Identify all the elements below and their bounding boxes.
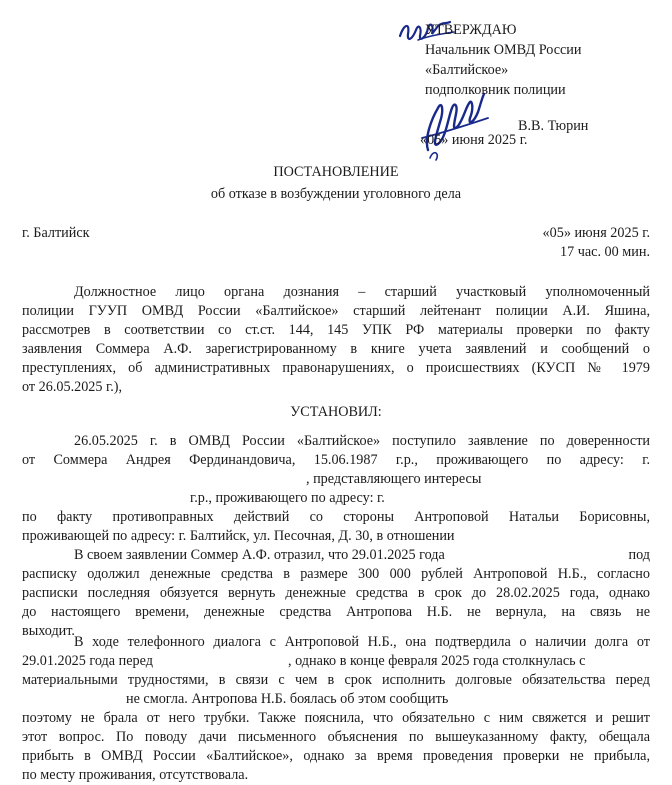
text-line: от Соммера Андрея Фердинандовича, 15.06.1987 г.р., проживающего по адресу: г.	[22, 452, 650, 468]
text-line: расписку одолжил денежные средства в размере 300 000 рублей Антроповой Н.Б., согласно	[22, 566, 650, 582]
approval-heading: УТВЕРЖДАЮ	[425, 22, 517, 38]
text-line: до настоящего времени, денежные средства Антропова Н.Б. не вернула, на связь не	[22, 604, 650, 620]
text-line: материальными трудностями, в связи с чем в срок исполнить долговые обязательства перед	[22, 672, 650, 688]
body-paragraph-3-end	[22, 709, 650, 785]
place-city: г. Балтийск	[22, 225, 90, 241]
text-line: от 26.05.2025 г.),	[22, 379, 123, 395]
text-line: г.р., проживающего по адресу: г.	[190, 490, 385, 506]
text-line: 29.01.2025 года перед	[22, 653, 153, 669]
text-line: заявления Соммера А.Ф. зарегистрированному в книге учета заявлений и сообщений о	[22, 341, 650, 357]
body-paragraph-3	[22, 633, 650, 652]
text-line: , представляющего интересы	[306, 471, 482, 487]
text-line: расписки последняя обязуется вернуть денежные средства в срок до 28.02.2025 года, однако	[22, 585, 650, 601]
text-line: выходит.	[22, 623, 75, 639]
text-line: не смогла. Антропова Н.Б. боялась об этом сообщить	[126, 691, 449, 707]
body-paragraph-1-cont	[22, 508, 650, 546]
text-line: прибыть в ОМВД России «Балтийское», однако за время проведения проверки не прибыла,	[22, 748, 650, 764]
approval-signer-name: В.В. Тюрин	[518, 118, 589, 134]
document-date: «05» июня 2025 г.	[542, 225, 650, 241]
text-line: по месту проживания, отсутствовала.	[22, 767, 249, 783]
text-line: Должностное лицо органа дознания – старший участковый уполномоченный	[74, 284, 650, 300]
text-line: , однако в конце февраля 2025 года столкнулась с	[288, 653, 586, 669]
text-line: полиции ГУУП ОМВД России «Балтийское» старший лейтенант полиции А.И. Яшина,	[22, 303, 650, 319]
body-paragraph-1	[22, 432, 650, 470]
approval-block	[425, 20, 581, 100]
document-title: ПОСТАНОВЛЕНИЕ	[273, 164, 399, 180]
text-line: этот вопрос. По поводу дачи письменного объяснения по вышеуказанному факту, обещала	[22, 729, 650, 745]
text-line: рассмотрев в соответствии со ст.ст. 144, 145 УПК РФ материалы проверки по факту	[22, 322, 650, 338]
text-line: поэтому не брала от него трубки. Также пояснила, что обязательно с ним свяжется и решит	[22, 710, 650, 726]
established-heading: УСТАНОВИЛ:	[290, 404, 382, 420]
approval-rank: подполковник полиции	[425, 82, 566, 98]
text-line: по факту противоправных действий со стороны Антроповой Натальи Борисовны,	[22, 509, 650, 525]
body-paragraph-3-cont	[22, 671, 650, 690]
intro-paragraph	[22, 283, 650, 397]
approval-date: «05» июня 2025 г.	[420, 132, 528, 148]
approval-position: Начальник ОМВД России	[425, 42, 582, 58]
text-line: 26.05.2025 г. в ОМВД России «Балтийское» поступило заявление по доверенности	[74, 433, 650, 449]
approval-department: «Балтийское»	[425, 62, 509, 78]
text-line: В ходе телефонного диалога с Антроповой Н.Б., она подтвердила о наличии долга от	[74, 634, 650, 650]
text-line: В своем заявлении Соммер А.Ф. отразил, что 29.01.2025 года	[74, 547, 445, 563]
text-line: проживающей по адресу: г. Балтийск, ул. Песочная, Д. 30, в отношении	[22, 528, 455, 544]
document-subtitle: об отказе в возбуждении уголовного дела	[210, 186, 462, 202]
body-paragraph-2	[22, 565, 650, 641]
document-time: 17 час. 00 мин.	[559, 244, 650, 260]
text-line: преступлениях, об административных правонарушениях, о происшествиях (КУСП № 1979	[22, 360, 650, 376]
text-line: под	[628, 547, 650, 563]
